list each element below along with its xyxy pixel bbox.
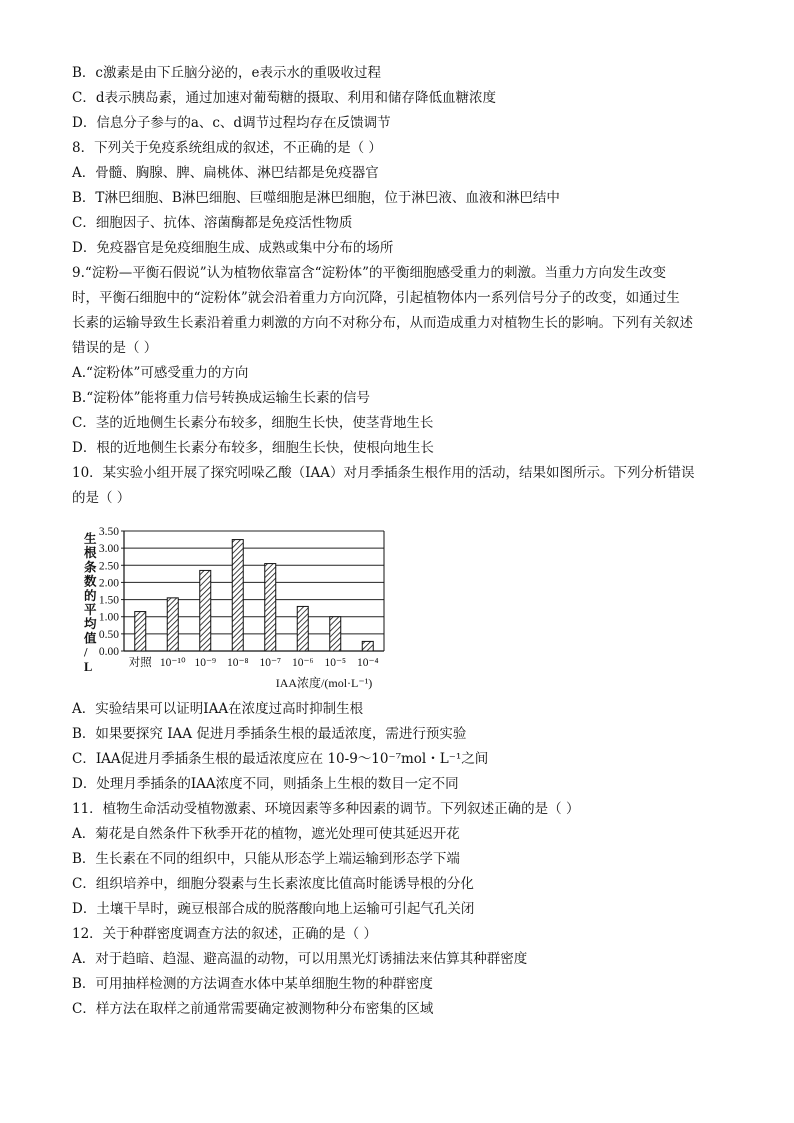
text-line: B．T淋巴细胞、B淋巴细胞、巨噬细胞是淋巴细胞，位于淋巴液、血液和淋巴结中 [72, 190, 560, 206]
text-line: D．根的近地侧生长素分布较多，细胞生长快，使根向地生长 [72, 440, 434, 456]
bar [297, 606, 308, 651]
text-line: A．菊花是自然条件下秋季开花的植物，遮光处理可使其延迟开花 [72, 826, 460, 842]
text-line: C．组织培养中，细胞分裂素与生长素浓度比值高时能诱导根的分化 [72, 876, 474, 892]
text-line: 错误的是（ ） [72, 340, 158, 356]
text-line: 的是（ ） [72, 490, 131, 506]
bar [232, 540, 243, 651]
x-tick-label: 对照 [128, 657, 152, 669]
text-line: A．骨髓、胸腺、脾、扁桃体、淋巴结都是免疫器官 [72, 165, 379, 181]
x-tick-label: 10⁻⁶ [291, 657, 314, 669]
text-line: C．样方法在取样之前通常需要确定被测物种分布密集的区域 [72, 1001, 434, 1017]
bar [200, 570, 211, 651]
y-tick-label: 0.50 [98, 628, 119, 641]
text-line: D．信息分子参与的a、c、d调节过程均存在反馈调节 [72, 115, 391, 131]
bar-chart-svg [72, 521, 402, 693]
text-line: 9.“淀粉—平衡石假说”认为植物依靠富含“淀粉体”的平衡细胞感受重力的刺激。当重力方向发生改变 [72, 265, 666, 281]
x-tick-label: 10⁻⁸ [226, 657, 249, 669]
y-tick-label: 2.50 [98, 560, 119, 573]
text-line: C．细胞因子、抗体、溶菌酶都是免疫活性物质 [72, 215, 353, 231]
text-line: D．免疫器官是免疫细胞生成、成熟或集中分布的场所 [72, 240, 394, 256]
text-line: A．实验结果可以证明IAA在浓度过高时抑制生根 [72, 701, 364, 717]
text-line: C．d表示胰岛素，通过加速对葡萄糖的摄取、利用和储存降低血糖浓度 [72, 90, 496, 106]
text-line: B．可用抽样检测的方法调查水体中某单细胞生物的种群密度 [72, 976, 433, 992]
text-line: 长素的运输导致生长素沿着重力刺激的方向不对称分布，从而造成重力对植物生长的影响。下列有关叙述 [72, 315, 693, 331]
text-line: C．IAA促进月季插条生根的最适浓度应在 10-9～10⁻⁷mol・L⁻¹之间 [72, 751, 489, 767]
text-line: D．土壤干旱时，豌豆根部合成的脱落酸向地上运输可引起气孔关闭 [72, 901, 475, 917]
text-line: C．茎的近地侧生长素分布较多，细胞生长快，使茎背地生长 [72, 415, 434, 431]
y-tick-label: 2.00 [98, 577, 119, 590]
x-axis-label: IAA浓度/(mol·L⁻¹) [275, 676, 373, 690]
text-line: B.“淀粉体”能将重力信号转换成运输生长素的信号 [72, 390, 371, 406]
y-tick-label: 3.00 [98, 543, 119, 556]
iaa-bar-chart [72, 521, 402, 693]
text-line: 11．植物生命活动受植物激素、环境因素等多种因素的调节。下列叙述正确的是（ ） [72, 801, 580, 817]
bar [362, 641, 373, 651]
text-line: 12．关于种群密度调查方法的叙述，正确的是（ ） [72, 926, 377, 942]
text-line: B．生长素在不同的组织中，只能从形态学上端运输到形态学下端 [72, 851, 460, 867]
y-tick-label: 1.50 [98, 594, 119, 607]
bar [330, 617, 341, 651]
bar [167, 598, 178, 651]
text-line: D．处理月季插条的IAA浓度不同，则插条上生根的数目一定不同 [72, 776, 459, 792]
x-tick-label: 10⁻¹⁰ [159, 657, 186, 669]
bar [265, 564, 276, 651]
x-tick-label: 10⁻⁴ [356, 657, 379, 669]
y-tick-label: 0.00 [98, 646, 119, 658]
y-tick-label: 1.00 [98, 611, 119, 624]
text-line: B．c激素是由下丘脑分泌的，e表示水的重吸收过程 [72, 65, 381, 81]
x-tick-label: 10⁻⁵ [324, 657, 347, 669]
text-line: 8．下列关于免疫系统组成的叙述，不正确的是（ ） [72, 140, 382, 156]
x-tick-label: 10⁻⁹ [194, 657, 217, 669]
y-axis-label: 生根条数的平均值/ L [84, 532, 97, 674]
y-tick-label: 3.50 [98, 526, 119, 538]
bar [135, 612, 146, 651]
text-line: A．对于趋暗、趋湿、避高温的动物，可以用黑光灯诱捕法来估算其种群密度 [72, 951, 528, 967]
text-line: A.“淀粉体”可感受重力的方向 [72, 365, 249, 381]
text-line: B．如果要探究 IAA 促进月季插条生根的最适浓度，需进行预实验 [72, 726, 467, 742]
x-tick-label: 10⁻⁷ [259, 657, 282, 669]
text-line: 10．某实验小组开展了探究吲哚乙酸（IAA）对月季插条生根作用的活动，结果如图所示。下列分析错误 [72, 465, 695, 481]
text-line: 时，平衡石细胞中的“淀粉体”就会沿着重力方向沉降，引起植物体内一系列信号分子的改变，如通过生 [72, 290, 680, 306]
